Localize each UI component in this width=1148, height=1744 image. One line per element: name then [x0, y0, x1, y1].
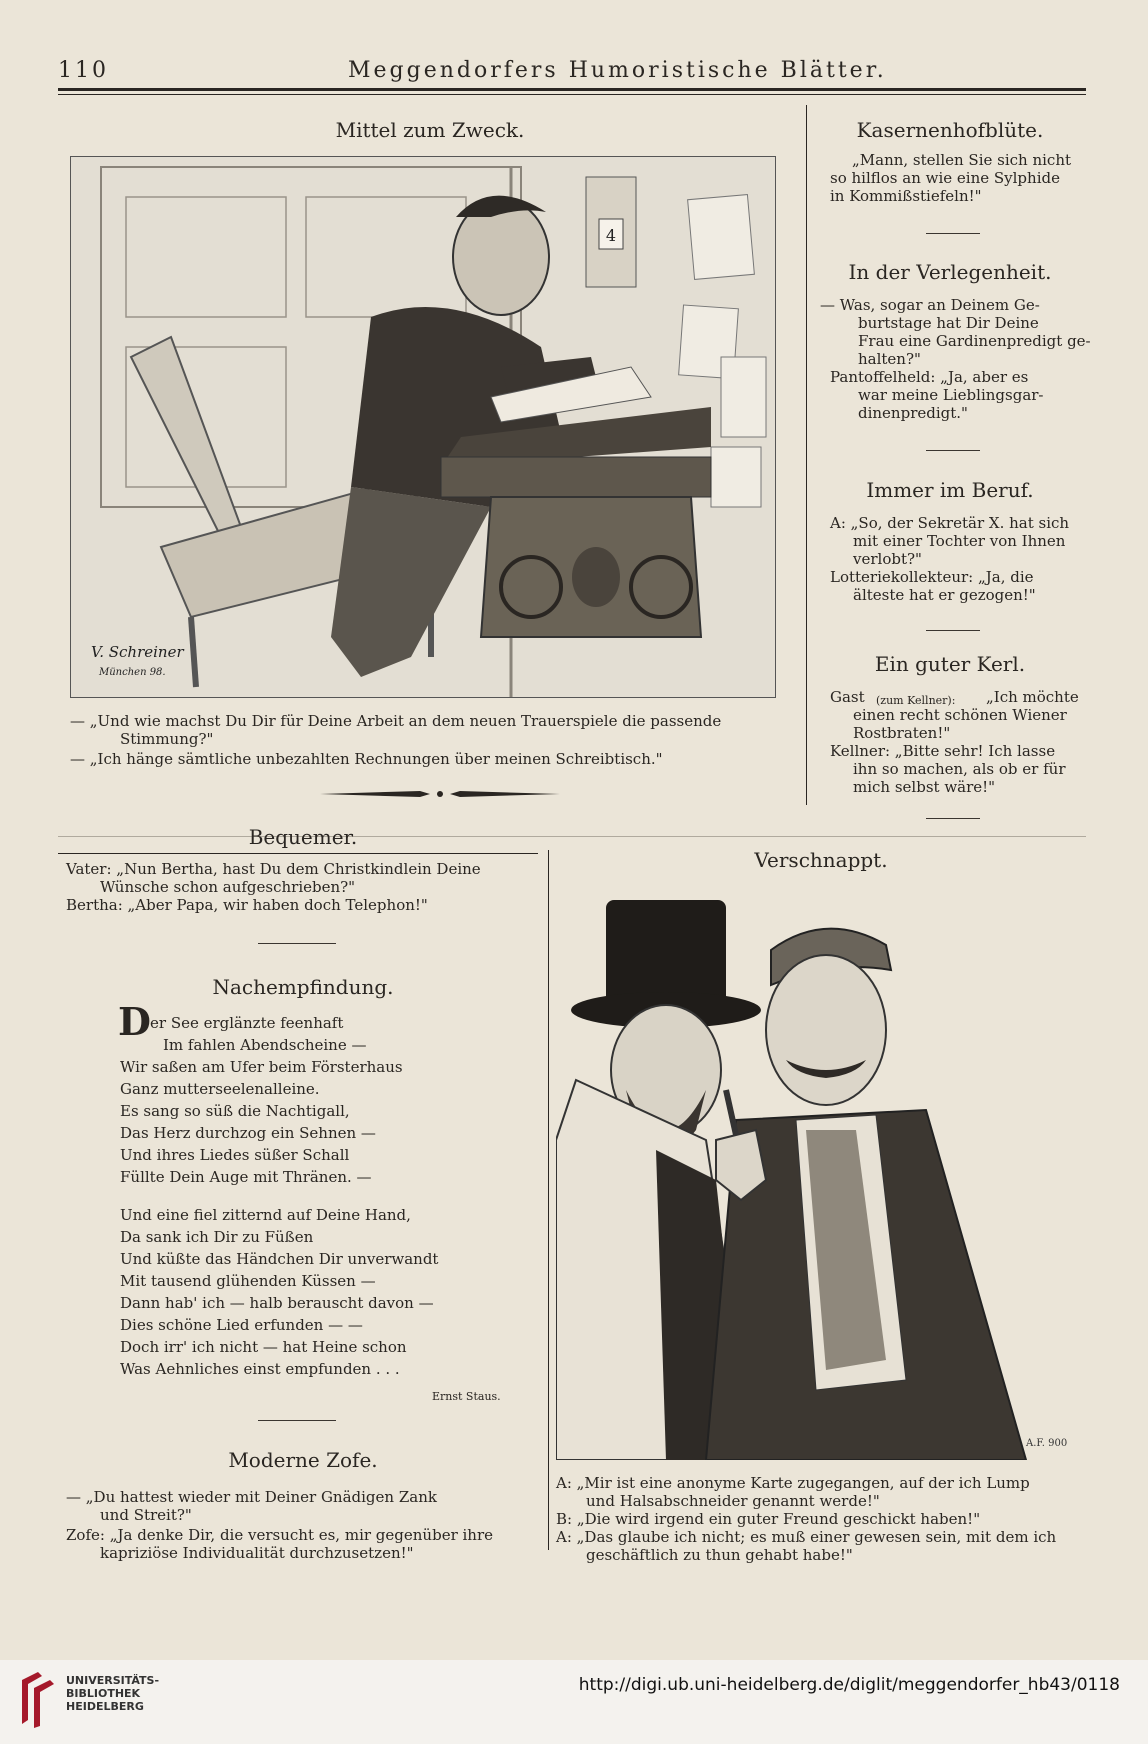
illustration-signature-place: München 98.	[99, 667, 166, 678]
column-divider-top	[806, 105, 807, 805]
text-line-aside: (zum Kellner):	[876, 694, 956, 707]
text-line: einen recht schönen Wiener	[853, 706, 1067, 724]
drop-cap: D	[118, 999, 151, 1044]
text-line: und Halsabschneider genannt werde!"	[586, 1492, 880, 1510]
text-line: „Ich möchte	[986, 688, 1079, 706]
text-line: A: „Das glaube ich nicht; es muß einer gewesen sein, mit dem ich	[556, 1528, 1057, 1546]
poem-line: Und eine fiel zitternd auf Deine Hand,	[120, 1206, 411, 1224]
separator	[926, 630, 980, 631]
caption-line: — „Ich hänge sämtliche unbezahlten Rechnungen über meinen Schreibtisch."	[70, 750, 663, 768]
poem-line: Da sank ich Dir zu Füßen	[120, 1228, 314, 1246]
article-title: Nachempfindung.	[212, 975, 394, 999]
text-line: — „Du hattest wieder mit Deiner Gnädigen Zank	[66, 1488, 437, 1506]
text-line: Lotteriekollekteur: „Ja, die	[830, 568, 1034, 586]
text-line: Vater: „Nun Bertha, hast Du dem Christkindlein Deine	[66, 860, 481, 878]
text-line: Bertha: „Aber Papa, wir haben doch Telephon!"	[66, 896, 428, 914]
text-line: Pantoffelheld: „Ja, aber es	[830, 368, 1029, 386]
text-line: A: „Mir ist eine anonyme Karte zugegangen, auf der ich Lump	[556, 1474, 1030, 1492]
illustration-two-men	[556, 880, 1086, 1460]
article-title: In der Verlegenheit.	[848, 260, 1052, 284]
library-name: UNIVERSITÄTS- BIBLIOTHEK HEIDELBERG	[66, 1674, 160, 1713]
article-title: Verschnappt.	[754, 848, 888, 872]
journal-title: Meggendorfers Humoristische Blätter.	[348, 58, 887, 83]
article-title: Ein guter Kerl.	[874, 652, 1026, 676]
illustration-signature: A.F. 900	[1026, 1438, 1068, 1449]
poem-line: Was Aehnliches einst empfunden . . .	[120, 1360, 400, 1378]
text-line: geschäftlich zu thun gehabt habe!"	[586, 1546, 853, 1564]
page-number: 110	[58, 58, 109, 83]
separator	[926, 233, 980, 234]
poem-line: Es sang so süß die Nachtigall,	[120, 1102, 350, 1120]
text-line: Wünsche schon aufgeschrieben?"	[100, 878, 356, 896]
text-line: war meine Lieblingsgar-	[858, 386, 1044, 404]
header-rule	[58, 88, 1086, 91]
article-title: Moderne Zofe.	[228, 1448, 378, 1472]
poem-line: Dann hab' ich — halb berauscht davon —	[120, 1294, 434, 1312]
text-line: Zofe: „Ja denke Dir, die versucht es, mir gegenüber ihre	[66, 1526, 494, 1544]
poem-author: Ernst Staus.	[432, 1390, 501, 1403]
text-line: dinenpredigt."	[858, 404, 968, 422]
source-url-link[interactable]: http://digi.ub.uni-heidelberg.de/diglit/meggendorfer_hb43/0118	[578, 1675, 1120, 1695]
ornament-divider	[320, 787, 560, 801]
poem-line: er See erglänzte feenhaft	[150, 1014, 344, 1032]
separator	[926, 818, 980, 819]
text-line: so hilflos an wie eine Sylphide	[830, 169, 1060, 187]
article-title: Mittel zum Zweck.	[335, 118, 525, 142]
text-line: mit einer Tochter von Ihnen	[853, 532, 1066, 550]
separator	[926, 450, 980, 451]
text-line: burtstage hat Dir Deine	[858, 314, 1039, 332]
poem-line: Und ihres Liedes süßer Schall	[120, 1146, 350, 1164]
poem-line: Das Herz durchzog ein Sehnen —	[120, 1124, 376, 1142]
calendar-number: 4	[605, 226, 617, 245]
poem-line: Mit tausend glühenden Küssen —	[120, 1272, 376, 1290]
header-rule-thin	[58, 94, 1086, 95]
text-line: „Mann, stellen Sie sich nicht	[852, 151, 1072, 169]
poem-line: Im fahlen Abendscheine —	[163, 1036, 367, 1054]
text-line: kapriziöse Individualität durchzusetzen!"	[100, 1544, 414, 1562]
text-line: verlobt?"	[853, 550, 922, 568]
text-line: mich selbst wäre!"	[853, 778, 996, 796]
poem-line: Und küßte das Händchen Dir unverwandt	[120, 1250, 439, 1268]
article-title: Bequemer.	[248, 825, 358, 849]
text-line: älteste hat er gezogen!"	[853, 586, 1036, 604]
poem-line: Füllte Dein Auge mit Thränen. —	[120, 1168, 372, 1186]
illustration-signature: V. Schreiner	[91, 643, 184, 661]
illustration-writer	[70, 156, 776, 698]
title-rule	[58, 853, 538, 854]
separator	[258, 1420, 336, 1421]
text-line: B: „Die wird irgend ein guter Freund geschickt haben!"	[556, 1510, 981, 1528]
column-divider-bottom	[548, 850, 549, 1550]
text-line: Gast	[830, 688, 865, 706]
text-line: Kellner: „Bitte sehr! Ich lasse	[830, 742, 1056, 760]
text-line: in Kommißstiefeln!"	[830, 187, 982, 205]
library-logo-icon	[18, 1670, 60, 1730]
text-line: — Was, sogar an Deinem Ge-	[820, 296, 1040, 314]
poem-line: Doch irr' ich nicht — hat Heine schon	[120, 1338, 407, 1356]
caption-line: Stimmung?"	[120, 730, 214, 748]
text-line: und Streit?"	[100, 1506, 192, 1524]
article-title: Immer im Beruf.	[866, 478, 1034, 502]
caption-line: — „Und wie machst Du Dir für Deine Arbeit an dem neuen Trauerspiele die passende	[70, 712, 722, 730]
poem-line: Wir saßen am Ufer beim Försterhaus	[120, 1058, 403, 1076]
text-line: Rostbraten!"	[853, 724, 951, 742]
text-line: A: „So, der Sekretär X. hat sich	[830, 514, 1070, 532]
text-line: Frau eine Gardinenpredigt ge-	[858, 332, 1091, 350]
text-line: ihn so machen, als ob er für	[853, 760, 1066, 778]
footer-bar	[0, 1660, 1148, 1744]
poem-line: Ganz mutterseelenalleine.	[120, 1080, 320, 1098]
article-title: Kasernenhofblüte.	[856, 118, 1044, 142]
text-line: halten?"	[858, 350, 921, 368]
poem-line: Dies schöne Lied erfunden — —	[120, 1316, 363, 1334]
separator	[258, 943, 336, 944]
